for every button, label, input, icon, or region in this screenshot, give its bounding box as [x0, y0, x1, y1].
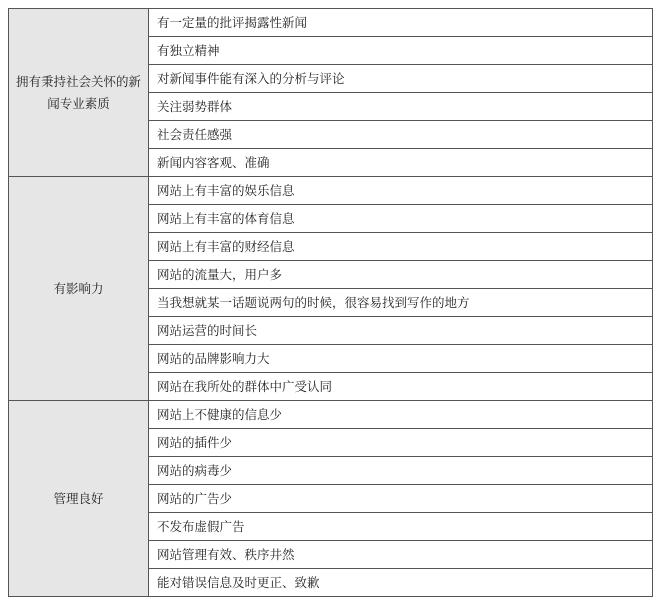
criterion-cell: 网站上不健康的信息少 [149, 401, 653, 429]
criterion-cell: 网站的流量大，用户多 [149, 261, 653, 289]
criterion-cell: 有一定量的批评揭露性新闻 [149, 9, 653, 37]
category-cell-good-management: 管理良好 [9, 401, 149, 597]
category-cell-professional-quality: 拥有秉持社会关怀的新闻专业素质 [9, 9, 149, 177]
criterion-cell: 网站的病毒少 [149, 457, 653, 485]
criterion-cell: 网站的品牌影响力大 [149, 345, 653, 373]
criterion-cell: 对新闻事件能有深入的分析与评论 [149, 65, 653, 93]
table-row [9, 177, 653, 205]
criterion-cell: 网站管理有效、秩序井然 [149, 541, 653, 569]
criterion-cell: 网站在我所处的群体中广受认同 [149, 373, 653, 401]
criterion-cell: 网站上有丰富的财经信息 [149, 233, 653, 261]
criterion-cell: 网站的广告少 [149, 485, 653, 513]
criterion-cell: 有独立精神 [149, 37, 653, 65]
category-cell-influence: 有影响力 [9, 177, 149, 401]
criteria-table-container [8, 8, 652, 597]
criterion-cell: 网站的插件少 [149, 429, 653, 457]
criterion-cell: 网站上有丰富的娱乐信息 [149, 177, 653, 205]
table-row [9, 9, 653, 37]
criterion-cell: 社会责任感强 [149, 121, 653, 149]
criteria-table [8, 8, 653, 597]
criterion-cell: 新闻内容客观、准确 [149, 149, 653, 177]
criterion-cell: 网站上有丰富的体育信息 [149, 205, 653, 233]
criterion-cell: 当我想就某一话题说两句的时候，很容易找到写作的地方 [149, 289, 653, 317]
criterion-cell: 不发布虚假广告 [149, 513, 653, 541]
criterion-cell: 网站运营的时间长 [149, 317, 653, 345]
criterion-cell: 关注弱势群体 [149, 93, 653, 121]
criterion-cell: 能对错误信息及时更正、致歉 [149, 569, 653, 597]
table-row [9, 401, 653, 429]
